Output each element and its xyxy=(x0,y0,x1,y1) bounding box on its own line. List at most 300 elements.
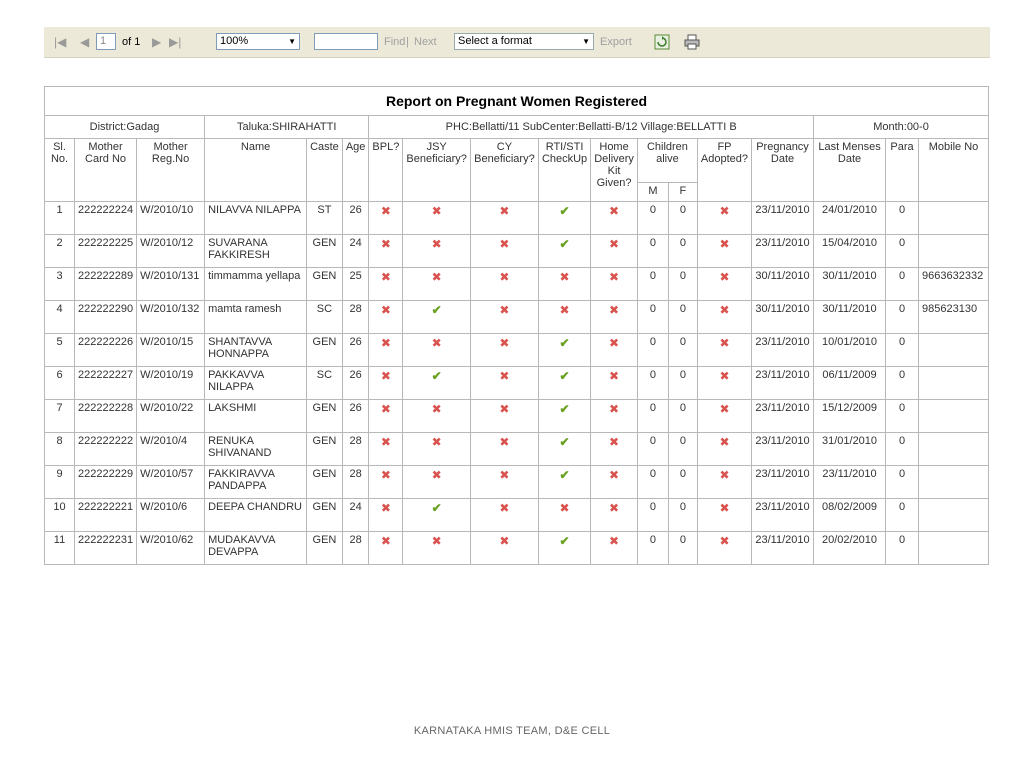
cross-icon: ✖ xyxy=(431,270,442,284)
cross-icon: ✖ xyxy=(609,336,620,350)
cell-jsy xyxy=(403,532,471,565)
cell-cy xyxy=(470,499,538,532)
cell-name: timmamma yellapa xyxy=(205,268,307,301)
col-header-f: F xyxy=(668,183,697,202)
cell-caste: GEN xyxy=(307,433,343,466)
cell-sl: 10 xyxy=(45,499,75,532)
cross-icon: ✖ xyxy=(431,534,442,548)
cell-hdk xyxy=(591,268,638,301)
cell-hdk xyxy=(591,433,638,466)
cell-mobile: 985623130 xyxy=(919,301,989,334)
cell-name: NILAVVA NILAPPA xyxy=(205,202,307,235)
cell-cy xyxy=(470,367,538,400)
cell-m: 0 xyxy=(637,202,668,235)
cell-jsy xyxy=(403,433,471,466)
cell-card: 222222222 xyxy=(75,433,137,466)
cross-icon: ✖ xyxy=(380,534,391,548)
cell-cy xyxy=(470,202,538,235)
zoom-value: 100% xyxy=(220,35,249,47)
cell-card: 222222231 xyxy=(75,532,137,565)
cell-fp xyxy=(697,400,751,433)
page-number-input[interactable]: 1 xyxy=(96,33,116,50)
find-link[interactable]: Find xyxy=(384,36,406,48)
col-header-rti: RTI/STI CheckUp xyxy=(538,139,590,202)
page-count-label: of 1 xyxy=(122,36,141,48)
cross-icon: ✖ xyxy=(499,303,510,317)
cell-rti xyxy=(538,334,590,367)
cell-para: 0 xyxy=(886,433,919,466)
cross-icon: ✖ xyxy=(499,501,510,515)
cell-mobile xyxy=(919,235,989,268)
cell-f: 0 xyxy=(668,301,697,334)
table-row xyxy=(45,433,989,466)
chevron-down-icon: ▼ xyxy=(582,37,590,46)
cross-icon: ✖ xyxy=(380,468,391,482)
cell-bpl xyxy=(369,466,403,499)
cell-age: 25 xyxy=(342,268,369,301)
cell-f: 0 xyxy=(668,433,697,466)
col-header-card: Mother Card No xyxy=(75,139,137,202)
cell-lmd: 06/11/2009 xyxy=(814,367,886,400)
cross-icon: ✖ xyxy=(719,468,730,482)
table-row xyxy=(45,301,989,334)
cell-name: mamta ramesh xyxy=(205,301,307,334)
cell-age: 28 xyxy=(342,466,369,499)
cell-f: 0 xyxy=(668,400,697,433)
cell-caste: GEN xyxy=(307,400,343,433)
cell-bpl xyxy=(369,367,403,400)
col-header-lmd: Last Menses Date xyxy=(814,139,886,202)
cell-name: FAKKIRAVVA PANDAPPA xyxy=(205,466,307,499)
cell-name: MUDAKAVVA DEVAPPA xyxy=(205,532,307,565)
cross-icon: ✖ xyxy=(609,468,620,482)
cell-preg: 23/11/2010 xyxy=(752,499,814,532)
report-title: Report on Pregnant Women Registered xyxy=(45,87,989,116)
cell-age: 26 xyxy=(342,202,369,235)
cell-hdk xyxy=(591,301,638,334)
cell-jsy xyxy=(403,235,471,268)
cell-card: 222222226 xyxy=(75,334,137,367)
cell-jsy xyxy=(403,268,471,301)
cell-sl: 7 xyxy=(45,400,75,433)
cell-reg: W/2010/132 xyxy=(137,301,205,334)
cell-sl: 11 xyxy=(45,532,75,565)
cell-para: 0 xyxy=(886,202,919,235)
next-page-icon[interactable]: ▶ xyxy=(152,35,162,49)
next-link[interactable]: Next xyxy=(414,36,437,48)
cell-fp xyxy=(697,301,751,334)
cell-rti xyxy=(538,499,590,532)
cell-name: LAKSHMI xyxy=(205,400,307,433)
cell-para: 0 xyxy=(886,334,919,367)
cross-icon: ✖ xyxy=(380,204,391,218)
cell-card: 222222221 xyxy=(75,499,137,532)
find-input[interactable] xyxy=(314,33,378,50)
check-icon: ✔ xyxy=(559,534,570,548)
cell-caste: GEN xyxy=(307,532,343,565)
last-page-icon[interactable]: ▶| xyxy=(169,35,182,49)
cell-rti xyxy=(538,268,590,301)
chevron-down-icon: ▼ xyxy=(288,37,296,46)
cell-card: 222222225 xyxy=(75,235,137,268)
report-viewer-toolbar xyxy=(44,27,990,58)
cell-hdk xyxy=(591,466,638,499)
table-row xyxy=(45,466,989,499)
cell-hdk xyxy=(591,334,638,367)
cross-icon: ✖ xyxy=(499,534,510,548)
cross-icon: ✖ xyxy=(380,237,391,251)
cell-sl: 5 xyxy=(45,334,75,367)
check-icon: ✔ xyxy=(559,468,570,482)
cell-preg: 30/11/2010 xyxy=(752,268,814,301)
check-icon: ✔ xyxy=(559,369,570,383)
cell-fp xyxy=(697,433,751,466)
cell-bpl xyxy=(369,202,403,235)
cell-reg: W/2010/131 xyxy=(137,268,205,301)
cell-cy xyxy=(470,301,538,334)
cell-lmd: 08/02/2009 xyxy=(814,499,886,532)
footer-credit: KARNATAKA HMIS TEAM, D&E CELL xyxy=(413,725,611,737)
cell-para: 0 xyxy=(886,235,919,268)
cell-age: 26 xyxy=(342,334,369,367)
taluka-label: Taluka:SHIRAHATTI xyxy=(205,116,369,139)
cell-caste: GEN xyxy=(307,235,343,268)
cell-name: SUVARANA FAKKIRESH xyxy=(205,235,307,268)
cell-caste: GEN xyxy=(307,466,343,499)
zoom-select[interactable] xyxy=(216,33,300,50)
cross-icon: ✖ xyxy=(609,534,620,548)
cell-hdk xyxy=(591,367,638,400)
table-row xyxy=(45,532,989,565)
cell-sl: 1 xyxy=(45,202,75,235)
cell-f: 0 xyxy=(668,499,697,532)
cell-jsy xyxy=(403,334,471,367)
cell-lmd: 20/02/2010 xyxy=(814,532,886,565)
find-separator: | xyxy=(406,36,409,48)
cell-bpl xyxy=(369,400,403,433)
cell-fp xyxy=(697,235,751,268)
cross-icon: ✖ xyxy=(719,237,730,251)
cross-icon: ✖ xyxy=(609,435,620,449)
cell-jsy xyxy=(403,367,471,400)
col-header-age: Age xyxy=(342,139,369,202)
cell-card: 222222229 xyxy=(75,466,137,499)
cross-icon: ✖ xyxy=(380,303,391,317)
cell-bpl xyxy=(369,301,403,334)
cell-reg: W/2010/57 xyxy=(137,466,205,499)
cell-lmd: 15/04/2010 xyxy=(814,235,886,268)
cross-icon: ✖ xyxy=(609,402,620,416)
cross-icon: ✖ xyxy=(380,336,391,350)
cell-jsy xyxy=(403,499,471,532)
table-row xyxy=(45,400,989,433)
cell-hdk xyxy=(591,499,638,532)
cross-icon: ✖ xyxy=(380,369,391,383)
first-page-icon[interactable]: |◀ xyxy=(54,35,67,49)
cell-age: 26 xyxy=(342,367,369,400)
cell-preg: 23/11/2010 xyxy=(752,400,814,433)
cell-jsy xyxy=(403,202,471,235)
cell-lmd: 15/12/2009 xyxy=(814,400,886,433)
table-row xyxy=(45,268,989,301)
cell-m: 0 xyxy=(637,400,668,433)
cell-para: 0 xyxy=(886,367,919,400)
cell-rti xyxy=(538,202,590,235)
cell-lmd: 10/01/2010 xyxy=(814,334,886,367)
cell-reg: W/2010/62 xyxy=(137,532,205,565)
cell-cy xyxy=(470,400,538,433)
cross-icon: ✖ xyxy=(499,402,510,416)
col-header-name: Name xyxy=(205,139,307,202)
col-header-sl: Sl. No. xyxy=(45,139,75,202)
cell-reg: W/2010/22 xyxy=(137,400,205,433)
cross-icon: ✖ xyxy=(431,468,442,482)
cell-fp xyxy=(697,268,751,301)
cross-icon: ✖ xyxy=(609,501,620,515)
cell-para: 0 xyxy=(886,466,919,499)
cell-jsy xyxy=(403,400,471,433)
cell-rti xyxy=(538,400,590,433)
col-header-bpl: BPL? xyxy=(369,139,403,202)
cell-m: 0 xyxy=(637,334,668,367)
cell-rti xyxy=(538,367,590,400)
cell-card: 222222228 xyxy=(75,400,137,433)
cell-mobile xyxy=(919,499,989,532)
cell-jsy xyxy=(403,301,471,334)
cell-fp xyxy=(697,532,751,565)
table-row xyxy=(45,367,989,400)
district-label: District:Gadag xyxy=(45,116,205,139)
cell-rti xyxy=(538,301,590,334)
cross-icon: ✖ xyxy=(719,435,730,449)
check-icon: ✔ xyxy=(559,435,570,449)
cell-para: 0 xyxy=(886,400,919,433)
cell-lmd: 23/11/2010 xyxy=(814,466,886,499)
col-header-caste: Caste xyxy=(307,139,343,202)
cross-icon: ✖ xyxy=(719,402,730,416)
check-icon: ✔ xyxy=(559,336,570,350)
cell-rti xyxy=(538,433,590,466)
print-icon[interactable] xyxy=(684,34,700,50)
cross-icon: ✖ xyxy=(719,270,730,284)
cell-m: 0 xyxy=(637,499,668,532)
cross-icon: ✖ xyxy=(609,237,620,251)
cross-icon: ✖ xyxy=(609,204,620,218)
cell-mobile: 9663632332 xyxy=(919,268,989,301)
check-icon: ✔ xyxy=(559,204,570,218)
check-icon: ✔ xyxy=(559,237,570,251)
cell-f: 0 xyxy=(668,235,697,268)
cell-mobile xyxy=(919,367,989,400)
cross-icon: ✖ xyxy=(431,237,442,251)
export-format-select[interactable] xyxy=(454,33,594,50)
cross-icon: ✖ xyxy=(719,534,730,548)
cell-para: 0 xyxy=(886,268,919,301)
cross-icon: ✖ xyxy=(499,237,510,251)
export-format-value: Select a format xyxy=(458,35,532,47)
cross-icon: ✖ xyxy=(431,402,442,416)
month-label: Month:00-0 xyxy=(814,116,989,139)
cross-icon: ✖ xyxy=(719,501,730,515)
cross-icon: ✖ xyxy=(499,435,510,449)
cell-mobile xyxy=(919,334,989,367)
col-header-reg: Mother Reg.No xyxy=(137,139,205,202)
cell-name: RENUKA SHIVANAND xyxy=(205,433,307,466)
cell-sl: 9 xyxy=(45,466,75,499)
cell-m: 0 xyxy=(637,268,668,301)
cross-icon: ✖ xyxy=(609,369,620,383)
col-header-cy: CY Beneficiary? xyxy=(470,139,538,202)
cell-age: 24 xyxy=(342,499,369,532)
refresh-icon[interactable] xyxy=(654,34,670,50)
cell-preg: 30/11/2010 xyxy=(752,301,814,334)
cell-sl: 8 xyxy=(45,433,75,466)
cell-sl: 6 xyxy=(45,367,75,400)
cell-reg: W/2010/6 xyxy=(137,499,205,532)
cell-bpl xyxy=(369,268,403,301)
cross-icon: ✖ xyxy=(719,204,730,218)
cell-bpl xyxy=(369,499,403,532)
cell-m: 0 xyxy=(637,532,668,565)
cell-name: DEEPA CHANDRU xyxy=(205,499,307,532)
cell-bpl xyxy=(369,235,403,268)
cell-mobile xyxy=(919,466,989,499)
cell-para: 0 xyxy=(886,499,919,532)
col-header-children: Children alive xyxy=(637,139,697,183)
cell-rti xyxy=(538,532,590,565)
cell-cy xyxy=(470,268,538,301)
col-header-fp: FP Adopted? xyxy=(697,139,751,202)
cell-hdk xyxy=(591,532,638,565)
cross-icon: ✖ xyxy=(380,435,391,449)
cell-m: 0 xyxy=(637,367,668,400)
report-body xyxy=(45,202,989,565)
cell-jsy xyxy=(403,466,471,499)
cross-icon: ✖ xyxy=(431,204,442,218)
cell-age: 28 xyxy=(342,301,369,334)
cell-para: 0 xyxy=(886,532,919,565)
cell-sl: 3 xyxy=(45,268,75,301)
cell-f: 0 xyxy=(668,367,697,400)
cell-reg: W/2010/19 xyxy=(137,367,205,400)
cell-caste: SC xyxy=(307,301,343,334)
cell-reg: W/2010/4 xyxy=(137,433,205,466)
cell-fp xyxy=(697,202,751,235)
cell-f: 0 xyxy=(668,202,697,235)
prev-page-icon[interactable]: ◀ xyxy=(80,35,90,49)
cell-m: 0 xyxy=(637,235,668,268)
cell-lmd: 24/01/2010 xyxy=(814,202,886,235)
cell-reg: W/2010/12 xyxy=(137,235,205,268)
cell-rti xyxy=(538,466,590,499)
cell-card: 222222224 xyxy=(75,202,137,235)
cell-cy xyxy=(470,532,538,565)
check-icon: ✔ xyxy=(559,402,570,416)
cross-icon: ✖ xyxy=(499,270,510,284)
cross-icon: ✖ xyxy=(380,270,391,284)
cell-name: SHANTAVVA HONNAPPA xyxy=(205,334,307,367)
cell-preg: 23/11/2010 xyxy=(752,334,814,367)
cell-caste: GEN xyxy=(307,334,343,367)
cell-cy xyxy=(470,433,538,466)
cell-fp xyxy=(697,334,751,367)
export-link[interactable]: Export xyxy=(600,36,632,48)
col-header-hdk: Home Delivery Kit Given? xyxy=(591,139,638,202)
cross-icon: ✖ xyxy=(719,336,730,350)
cell-reg: W/2010/15 xyxy=(137,334,205,367)
cell-preg: 23/11/2010 xyxy=(752,433,814,466)
cell-preg: 23/11/2010 xyxy=(752,367,814,400)
col-header-mobile: Mobile No xyxy=(919,139,989,202)
col-header-jsy: JSY Beneficiary? xyxy=(403,139,471,202)
cross-icon: ✖ xyxy=(431,435,442,449)
table-row xyxy=(45,499,989,532)
cell-fp xyxy=(697,367,751,400)
check-icon: ✔ xyxy=(431,501,442,515)
cell-cy xyxy=(470,466,538,499)
col-header-preg: Pregnancy Date xyxy=(752,139,814,202)
cell-card: 222222290 xyxy=(75,301,137,334)
cell-bpl xyxy=(369,334,403,367)
cell-m: 0 xyxy=(637,301,668,334)
cross-icon: ✖ xyxy=(431,336,442,350)
cell-bpl xyxy=(369,532,403,565)
cell-age: 24 xyxy=(342,235,369,268)
cell-fp xyxy=(697,499,751,532)
phc-label: PHC:Bellatti/11 SubCenter:Bellatti-B/12 Village:BELLATTI B xyxy=(369,116,814,139)
cell-hdk xyxy=(591,235,638,268)
col-header-para: Para xyxy=(886,139,919,202)
cell-caste: SC xyxy=(307,367,343,400)
cross-icon: ✖ xyxy=(380,402,391,416)
cell-f: 0 xyxy=(668,532,697,565)
table-row xyxy=(45,202,989,235)
cell-preg: 23/11/2010 xyxy=(752,466,814,499)
cell-card: 222222227 xyxy=(75,367,137,400)
table-row xyxy=(45,235,989,268)
cell-lmd: 30/11/2010 xyxy=(814,301,886,334)
cell-preg: 23/11/2010 xyxy=(752,532,814,565)
cell-hdk xyxy=(591,400,638,433)
cross-icon: ✖ xyxy=(499,468,510,482)
cell-sl: 2 xyxy=(45,235,75,268)
col-header-m: M xyxy=(637,183,668,202)
cell-age: 28 xyxy=(342,433,369,466)
table-row xyxy=(45,334,989,367)
cell-preg: 23/11/2010 xyxy=(752,202,814,235)
cell-mobile xyxy=(919,532,989,565)
cell-lmd: 31/01/2010 xyxy=(814,433,886,466)
cell-card: 222222289 xyxy=(75,268,137,301)
cell-f: 0 xyxy=(668,268,697,301)
cell-f: 0 xyxy=(668,466,697,499)
check-icon: ✔ xyxy=(431,369,442,383)
cell-caste: GEN xyxy=(307,268,343,301)
cross-icon: ✖ xyxy=(559,270,570,284)
cell-para: 0 xyxy=(886,301,919,334)
cell-caste: ST xyxy=(307,202,343,235)
cell-hdk xyxy=(591,202,638,235)
cell-mobile xyxy=(919,433,989,466)
cell-reg: W/2010/10 xyxy=(137,202,205,235)
cell-preg: 23/11/2010 xyxy=(752,235,814,268)
check-icon: ✔ xyxy=(431,303,442,317)
cross-icon: ✖ xyxy=(609,270,620,284)
cell-mobile xyxy=(919,400,989,433)
cell-m: 0 xyxy=(637,433,668,466)
pregnant-women-report-table xyxy=(44,86,989,565)
cell-cy xyxy=(470,235,538,268)
